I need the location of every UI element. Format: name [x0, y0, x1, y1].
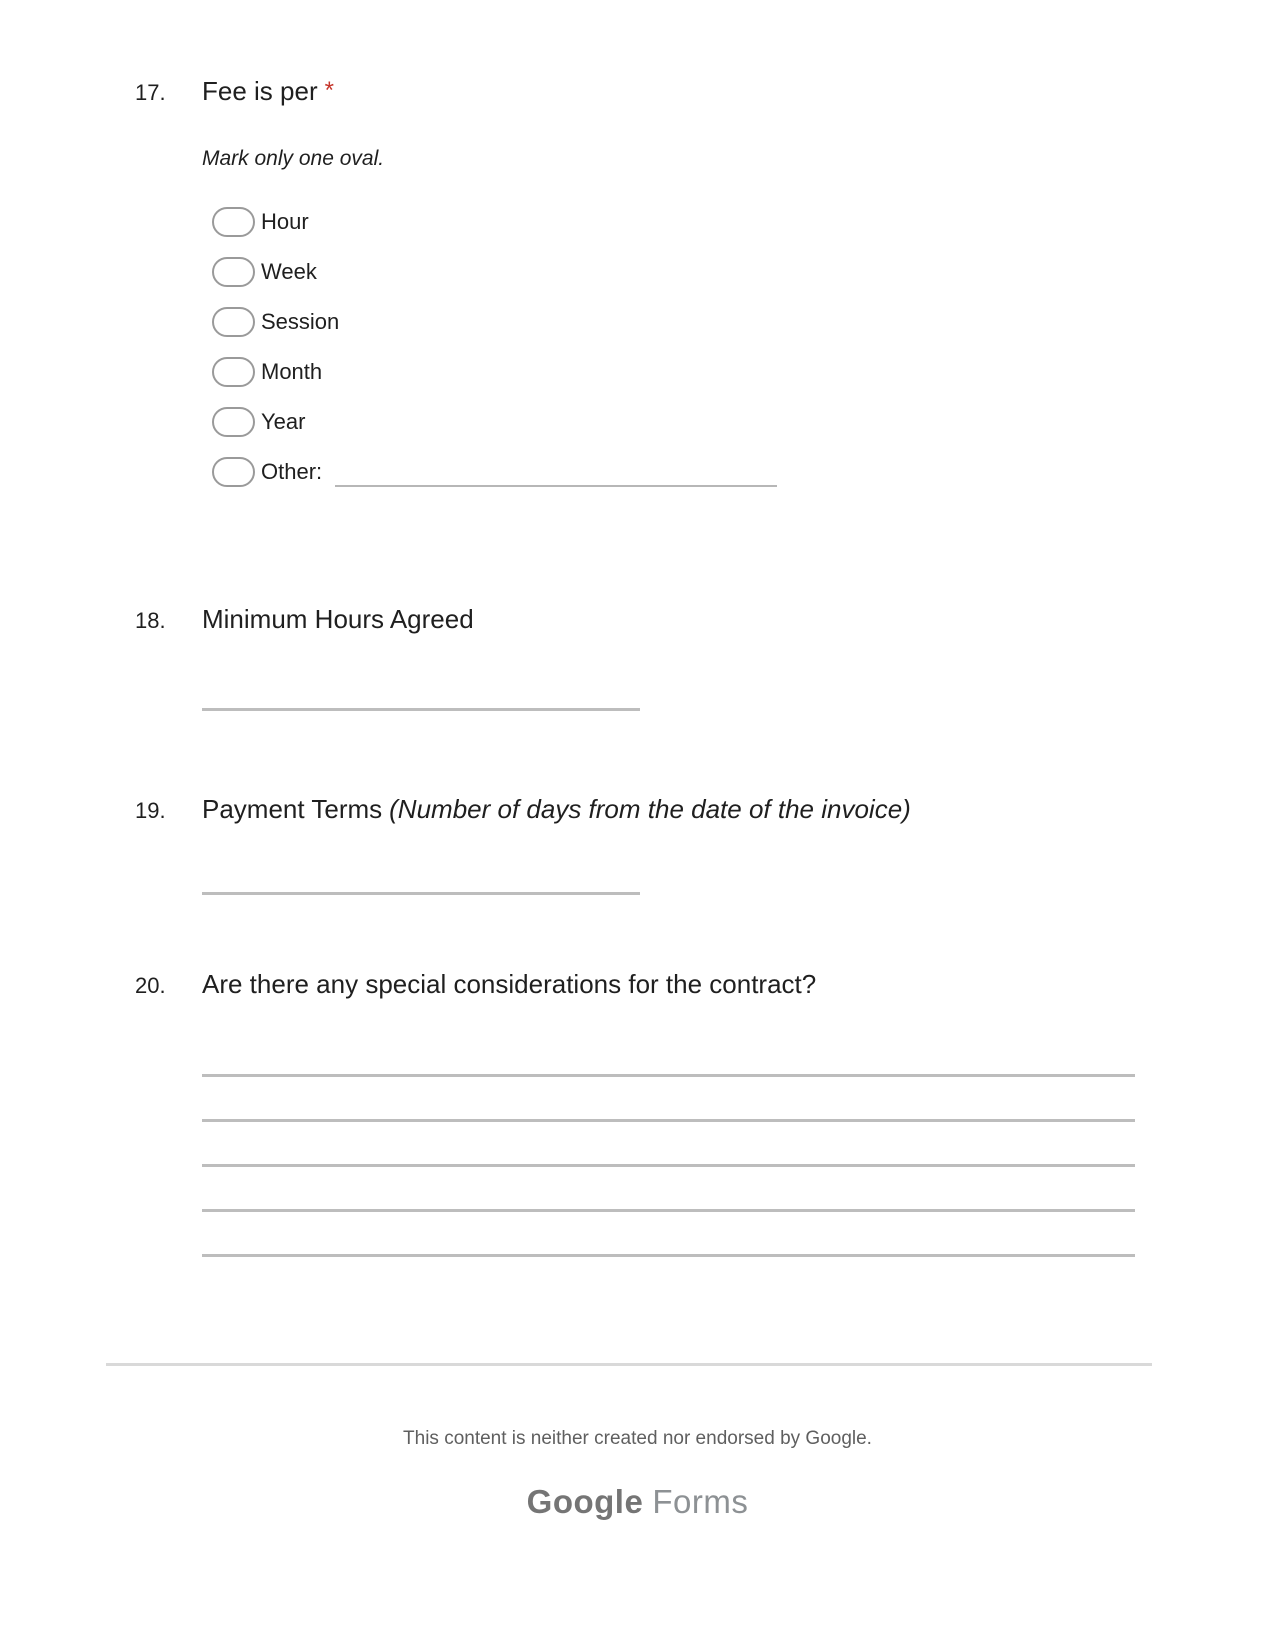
answer-line	[202, 892, 640, 895]
radio-oval-icon	[212, 407, 255, 437]
option-label: Other:	[261, 459, 323, 484]
options-list	[212, 197, 1275, 497]
option-row-hour	[212, 197, 1275, 247]
option-label: Week	[261, 259, 317, 284]
question-number: 18.	[135, 608, 166, 633]
required-asterisk: *	[324, 77, 334, 104]
option-label: Year	[261, 409, 306, 434]
answer-line	[202, 708, 640, 711]
footer-divider	[106, 1363, 1152, 1366]
question-19	[135, 793, 1275, 895]
option-row-year	[212, 397, 1275, 447]
option-row-session	[212, 297, 1275, 347]
answer-line	[202, 1032, 1135, 1077]
question-title-row	[135, 968, 1275, 1000]
radio-oval-icon	[212, 207, 255, 237]
radio-oval-icon	[212, 457, 255, 487]
answer-line	[202, 1122, 1135, 1167]
option-row-other	[212, 447, 1275, 497]
question-title-text: Payment Terms	[202, 794, 383, 824]
answer-line	[202, 1077, 1135, 1122]
question-title-text: Fee is per	[202, 76, 318, 106]
question-title-row	[135, 603, 1275, 635]
option-row-month	[212, 347, 1275, 397]
other-answer-line	[335, 457, 777, 487]
question-title-note: (Number of days from the date of the invoice)	[389, 794, 911, 824]
forms-logo-text: Forms	[652, 1483, 749, 1520]
question-17	[135, 75, 1275, 497]
mark-oval-instruction: Mark only one oval.	[202, 147, 385, 170]
question-title	[202, 75, 334, 109]
question-number: 17.	[135, 80, 166, 105]
option-row-week	[212, 247, 1275, 297]
long-answer-area	[202, 1032, 1135, 1257]
question-title-row	[135, 793, 1275, 825]
option-label: Month	[261, 359, 323, 384]
google-forms-logo	[0, 1483, 1275, 1521]
question-20	[135, 968, 1275, 1257]
radio-oval-icon	[212, 357, 255, 387]
radio-oval-icon	[212, 257, 255, 287]
answer-line	[202, 1212, 1135, 1257]
google-disclaimer: This content is neither created nor endorsed by Google.	[403, 1428, 872, 1449]
question-18	[135, 603, 1275, 711]
google-logo-text: Google	[526, 1483, 644, 1520]
question-title: Minimum Hours Agreed	[202, 604, 474, 634]
option-label: Session	[261, 309, 340, 334]
answer-line	[202, 1167, 1135, 1212]
question-title-row	[135, 75, 1275, 109]
question-title	[202, 793, 911, 825]
option-label: Hour	[261, 209, 309, 234]
radio-oval-icon	[212, 307, 255, 337]
question-title: Are there any special considerations for the contract?	[202, 969, 817, 999]
question-number: 19.	[135, 798, 166, 823]
question-number: 20.	[135, 973, 166, 998]
